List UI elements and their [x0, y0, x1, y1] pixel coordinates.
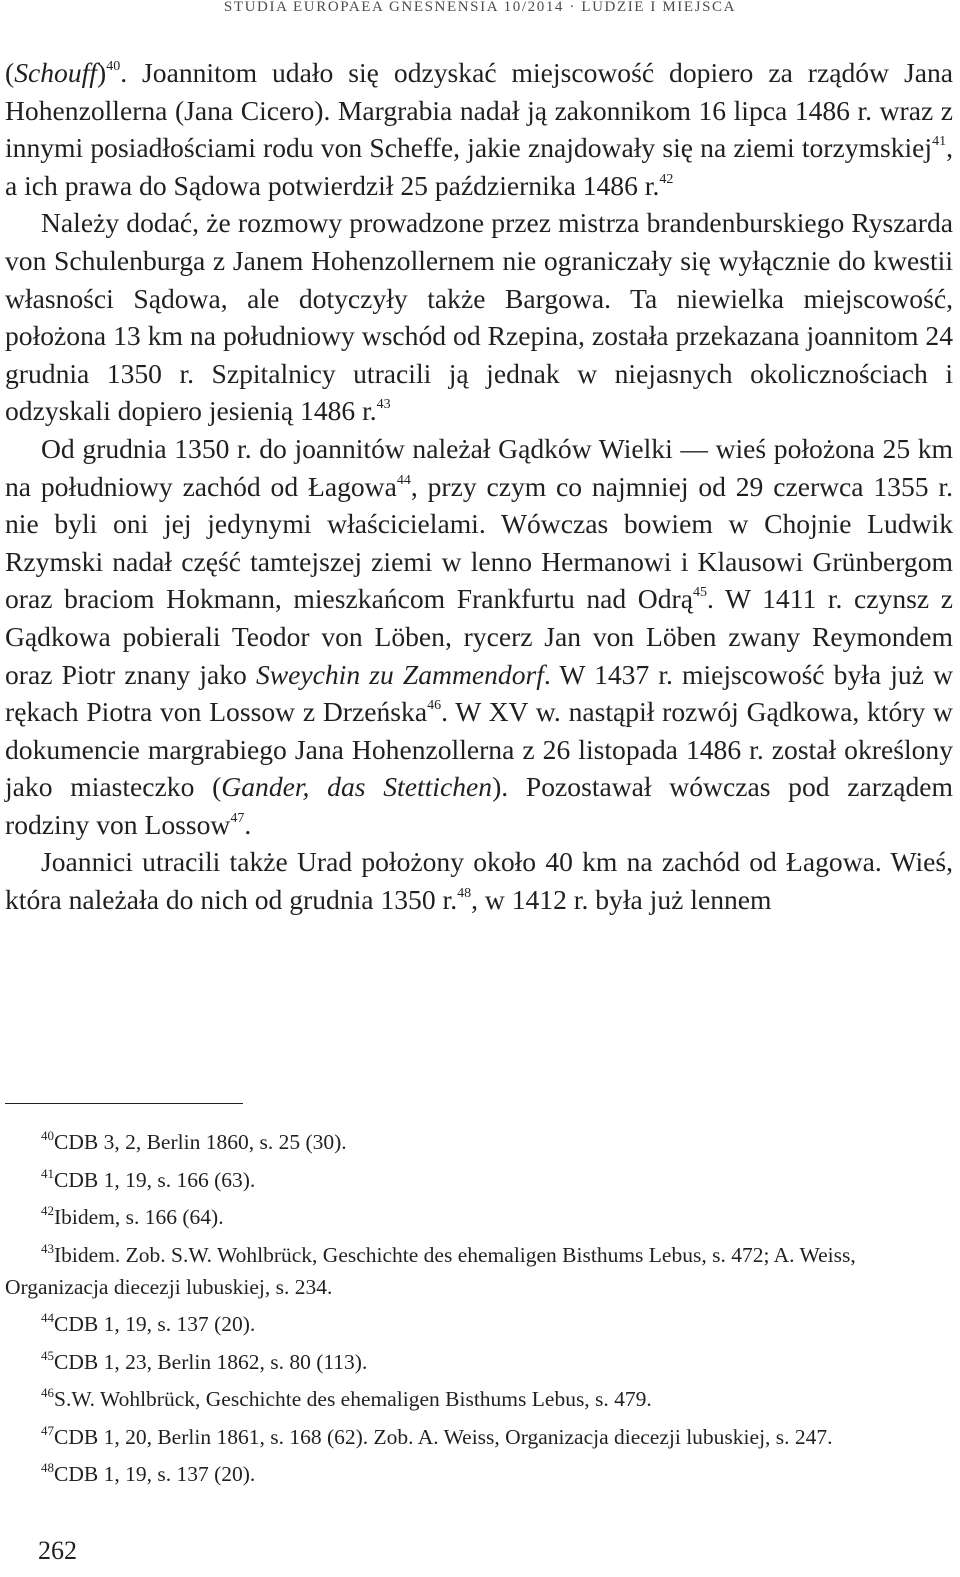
main-text [5, 54, 953, 919]
footnote: $^{45}$CDB 1, 23, Berlin 1862, s. 80 (113). [41, 1347, 368, 1374]
footnotes [5, 1126, 953, 1496]
italic-name: Schouff [14, 57, 97, 88]
footnote-number: 40 [41, 1128, 54, 1143]
footnote-ref-47[interactable]: 47 [230, 810, 245, 826]
footnote: $^{40}$CDB 3, 2, Berlin 1860, s. 25 (30). [41, 1128, 347, 1154]
footnote-number: 46 [41, 1385, 54, 1400]
footnote: $^{42}$Ibidem, s. 166 (64). [41, 1203, 224, 1229]
footnote: $^{44}$CDB 1, 19, s. 137 (20). [41, 1310, 256, 1336]
footnote-number: 41 [41, 1165, 54, 1181]
footnote-ref-48[interactable]: 48 [457, 886, 472, 902]
paragraph-1: (Schouff)$^{40}$. Joannitom udało się odzyskać miejscowość dopiero za rządów Jana Hohenzollerna (Jana Cicero). Margrabia nadał ją zakonnikom 16 lipca 1486 r. wraz z innymi posiadłościami rodu von Scheffe, jakie znajdowały się na ziemi torzymskiej$^{41}$, a ich prawa do Sądowa potwierdził 25 października 1486 r.$^{42}$ [5, 57, 953, 201]
footnote: $^{41}$CDB 1, 19, s. 166 (63). [41, 1165, 256, 1192]
footnote-ref-43[interactable]: 43 [376, 397, 391, 413]
footnote: $^{48}$CDB 1, 19, s. 137 (20). [41, 1460, 256, 1486]
footnote-ref-40[interactable]: 40 [106, 59, 121, 74]
footnote: $^{47}$CDB 1, 20, Berlin 1861, s. 168 (62). Zob. A. Weiss, Organizacja diecezji lubuskiej, s. 247. [41, 1422, 833, 1449]
footnote-separator [5, 1103, 243, 1104]
paragraph-2: Należy dodać, że rozmowy prowadzone przez mistrza brandenburskiego Ryszarda von Schulenburga z Janem Hohenzollernem nie ograniczały się wyłącznie do kwestii własności Sądowa, ale dotyczyły także Bargowa. Ta niewielka miejscowość, położona 13 km na południowy wschód od Rzepina, została przekazana joannitom 24 grudnia 1350 r. Szpitalnicy utracili ją jednak w niejasnych okolicznościach i odzyskali dopiero jesienią 1486 r.$^{43}$ [5, 207, 953, 427]
footnote-number: 42 [41, 1203, 54, 1218]
italic-name: Sweychin zu Zammendorf [255, 658, 544, 690]
footnote-ref-42[interactable]: 42 [659, 171, 674, 187]
paragraph-4: Joannici utracili także Urad położony około 40 km na zachód od Łagowa. Wieś, która należała do nich od grudnia 1350 r.$^{48}$, w 1412 r. była już lennem [5, 846, 953, 916]
footnote-number: 44 [41, 1310, 54, 1325]
footnote: $^{43}$Ibidem. Zob. S.W. Wohlbrück, Geschichte des ehemaligen Bisthums Lebus, s. 472; A. Weiss, Organizacja diecezji lubuskiej, s. 234. [5, 1240, 856, 1299]
footnote-ref-45[interactable]: 45 [692, 585, 707, 601]
footnote-number: 43 [41, 1240, 54, 1256]
running-head: STUDIA EUROPAEA GNESNENSIA 10/2014 · LUDZIE I MIEJSCA [223, 0, 737, 15]
footnote-ref-44[interactable]: 44 [396, 472, 411, 488]
footnote-number: 48 [41, 1460, 54, 1475]
footnote-ref-46[interactable]: 46 [427, 698, 442, 714]
footnote-number: 45 [41, 1347, 54, 1363]
italic-phrase: Gander, das Stettichen [221, 771, 493, 803]
footnote-ref-41[interactable]: 41 [932, 134, 947, 150]
footnote-number: 47 [41, 1422, 54, 1438]
page-number: 262 [38, 1536, 77, 1565]
paragraph-3: Od grudnia 1350 r. do joannitów należał Gądków Wielki — wieś położona 25 km na południowy zachód od Łagowa$^{44}$, przy czym co najmniej od 29 czerwca 1355 r. nie byli oni jej jedynymi właścicielami. Wówczas bowiem w Chojnie Ludwik Rzymski nadał część tamtejszej ziemi w lenno Hermanowi i Klausowi Grünbergom oraz braciom Hokmann, mieszkańcom Frankfurtu nad Odrą$^{45}$. W 1411 r. czynsz z Gądkowa pobierali Teodor von Löben, rycerz Jan von Löben zwany Reymondem oraz Piotr znany jako Sweychin zu Zammendorf. W 1437 r. miejscowość była już w rękach Piotra von Lossow z Drzeńska$^{46}$. W XV w. nastąpił rozwój Gądkowa, który w dokumencie margrabiego Jana Hohenzollerna z 26 listopada 1486 r. został określony jako miasteczko (Gander, das Stettichen). Pozostawał wówczas pod zarządem rodziny von Lossow$^{47}$. [5, 432, 953, 840]
footnote: $^{46}$S.W. Wohlbrück, Geschichte des ehemaligen Bisthums Lebus, s. 479. [41, 1385, 652, 1411]
